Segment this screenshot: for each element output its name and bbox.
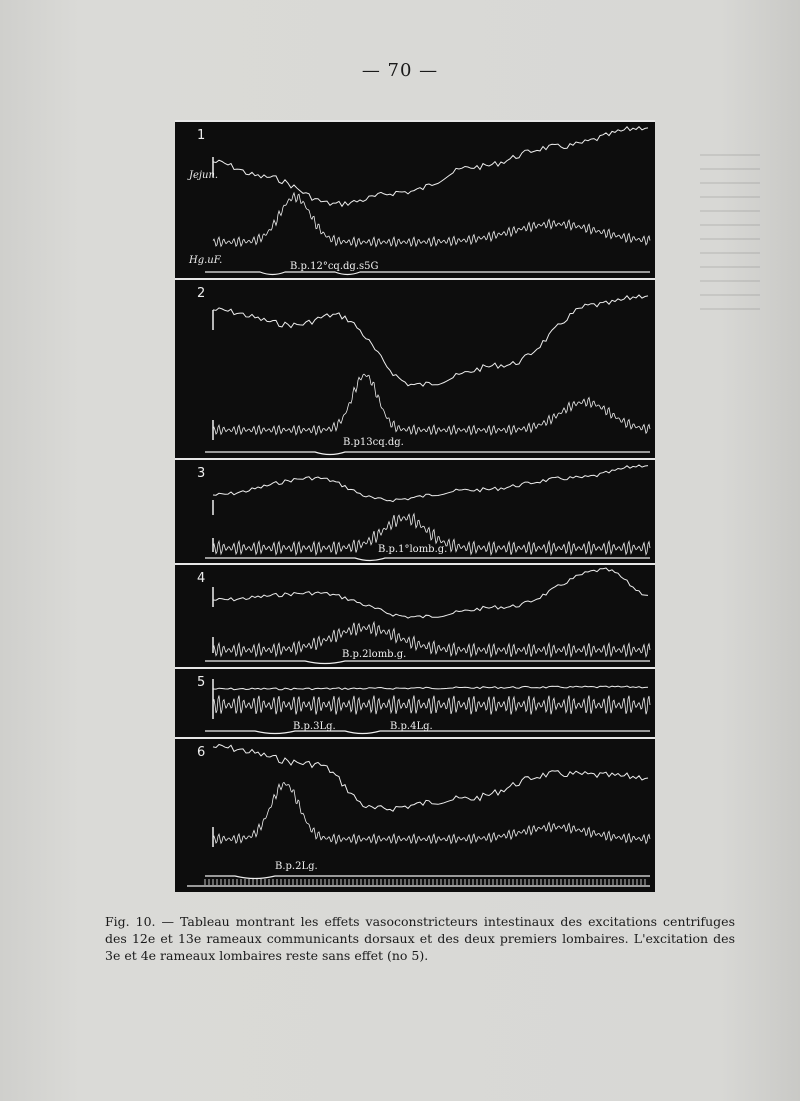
panel-number: 5 <box>197 675 206 690</box>
panel-1-traces <box>175 122 655 280</box>
trace-label-jejunum: Jejun. <box>189 170 219 181</box>
signal-line <box>205 452 650 455</box>
panel-4 <box>175 563 655 669</box>
volume-trace <box>213 745 648 812</box>
pressure-trace <box>213 193 650 247</box>
volume-trace <box>213 568 648 618</box>
panel-1 <box>175 120 655 280</box>
panel-number: 6 <box>197 745 206 760</box>
signal-line <box>205 272 650 275</box>
page-number: — 70 — <box>361 60 439 81</box>
panel-number: 1 <box>197 128 206 143</box>
volume-trace <box>213 295 648 386</box>
stimulus-label: B.p.2lomb.g. <box>342 649 407 660</box>
signal-line <box>205 558 650 561</box>
trace-label-pressure: Hg.uF. <box>189 255 223 266</box>
stimulus-label-1: B.p.3Lg. <box>293 721 336 732</box>
signal-line <box>205 876 650 879</box>
stimulus-label: B.p13cq.dg. <box>343 437 404 448</box>
pressure-trace <box>213 782 650 843</box>
panel-6-traces <box>175 739 655 892</box>
volume-trace <box>213 686 648 690</box>
stimulus-label: B.p.12°cq.dg.s5G <box>290 261 379 272</box>
stimulus-label-2: B.p.4Lg. <box>390 721 433 732</box>
panel-2-traces <box>175 280 655 460</box>
caption-lead: Fig. 10. — <box>105 914 174 929</box>
panel-number: 4 <box>197 571 206 586</box>
volume-trace <box>213 465 648 502</box>
panel-number: 2 <box>197 286 206 301</box>
volume-trace <box>213 127 648 207</box>
signal-line <box>205 661 650 664</box>
panel-4-traces <box>175 565 655 669</box>
show-through-text <box>700 150 760 310</box>
pressure-trace <box>213 696 650 715</box>
figure-10 <box>175 120 655 890</box>
stimulus-label: B.p.2Lg. <box>275 861 318 872</box>
panel-6 <box>175 737 655 892</box>
stimulus-label: B.p.1°lomb.g. <box>378 544 448 555</box>
pressure-trace <box>213 374 650 435</box>
pressure-trace <box>213 622 650 656</box>
caption-text: Tableau montrant les effets vasoconstricteurs intestinaux des excitations centrifuges des 12e et 13e rameaux communicants dorsaux et des deux premiers lombaires. L'excitation des 3e et 4e rameaux lombaires reste sans effet (no 5). <box>105 914 735 963</box>
figure-caption <box>105 913 735 964</box>
panel-3 <box>175 458 655 565</box>
panel-number: 3 <box>197 466 206 481</box>
panel-2 <box>175 278 655 460</box>
time-ticks <box>205 879 645 885</box>
panel-5 <box>175 667 655 739</box>
